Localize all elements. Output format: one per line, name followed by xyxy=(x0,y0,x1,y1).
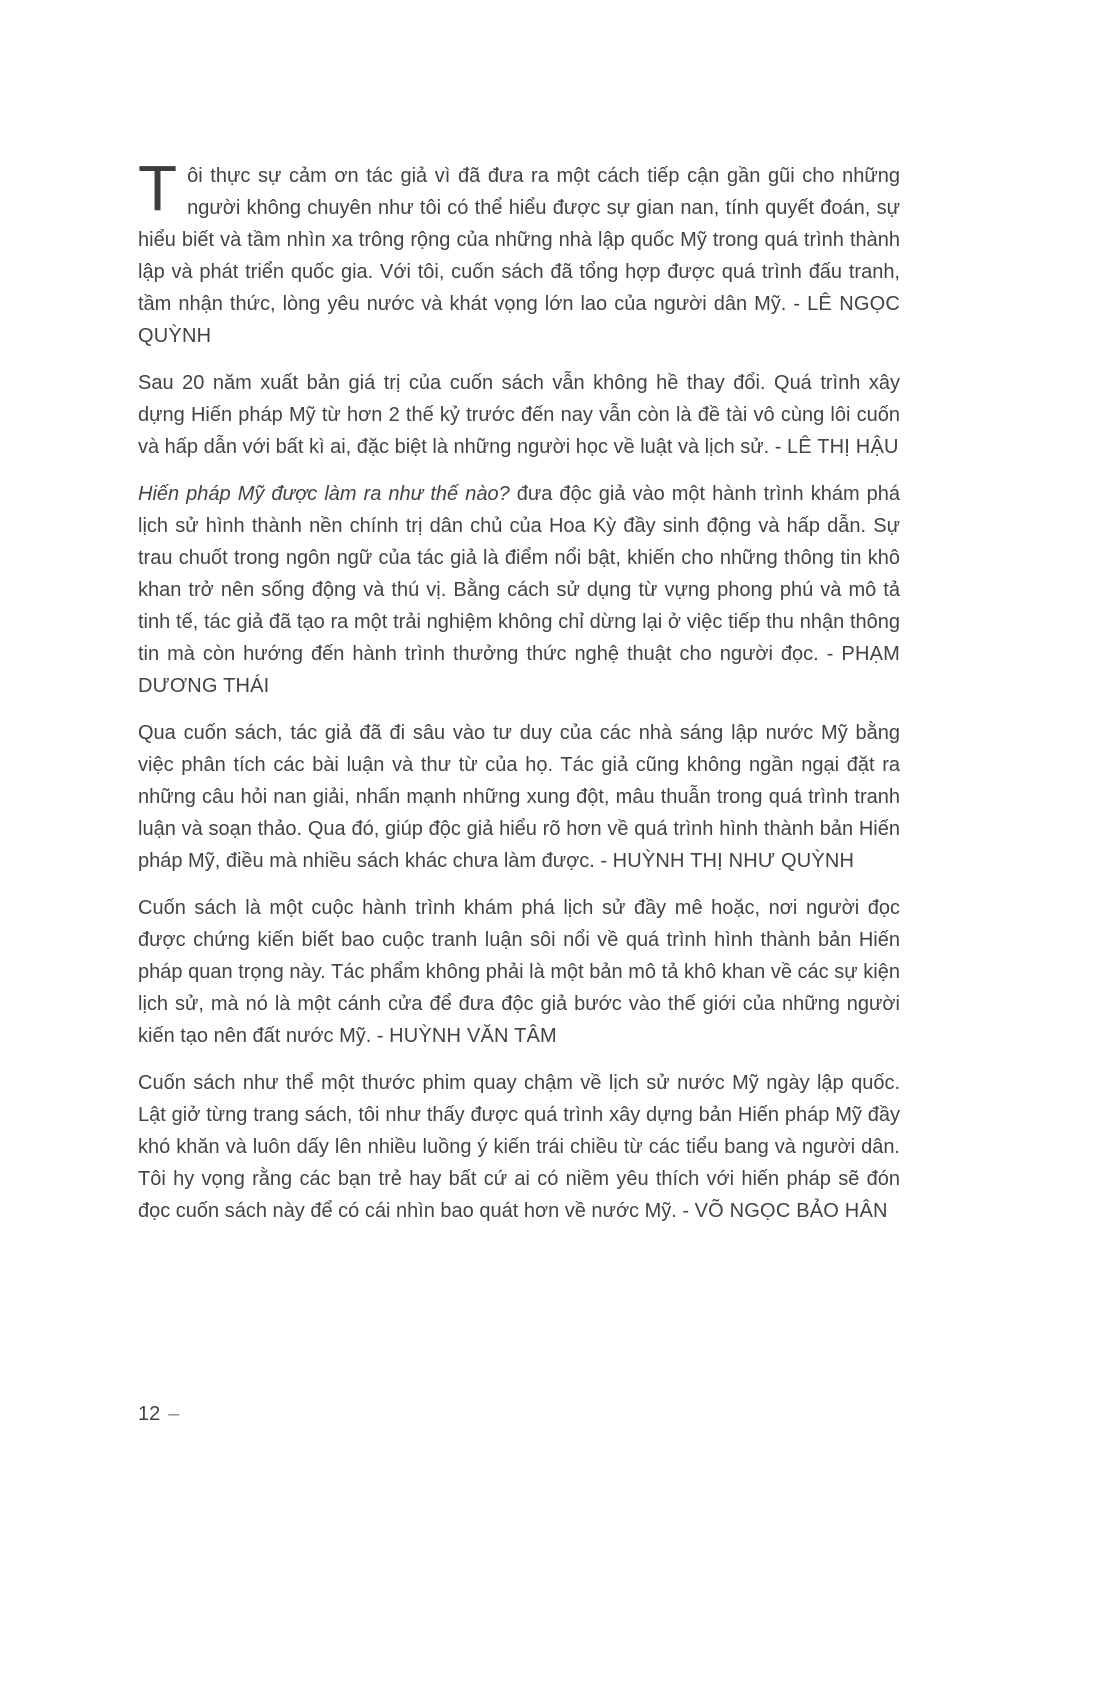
page-number: 12 xyxy=(138,1403,161,1425)
review-text: Cuốn sách là một cuộc hành trình khám phá lịch sử đầy mê hoặc, nơi người đọc được chứng kiến biết bao cuộc tranh luận sôi nổi về quá trình hình thành bản Hiến pháp quan trọng này. Tác phẩm không phải là một bản mô tả khô khan về các sự kiện lịch sử, mà nó là một cánh cửa để đưa độc giả bước vào thế giới của những người kiến tạo nên đất nước Mỹ. - xyxy=(138,897,900,1047)
review-paragraph xyxy=(138,152,900,352)
page-number-dash: – xyxy=(168,1403,180,1425)
reviewer-name: HUỲNH VĂN TÂM xyxy=(389,1025,557,1047)
page-footer xyxy=(138,1403,179,1426)
review-paragraph xyxy=(138,892,900,1052)
reviewer-name: PHẠM DƯƠNG THÁI xyxy=(138,643,900,697)
reviewer-name: VÕ NGỌC BẢO HÂN xyxy=(694,1200,888,1222)
review-text: ôi thực sự cảm ơn tác giả vì đã đưa ra một cách tiếp cận gần gũi cho những người không chuyên như tôi có thể hiểu được sự gian nan, tính quyết đoán, sự hiểu biết và tầm nhìn xa trông rộng của những nhà lập quốc Mỹ trong quá trình thành lập và phát triển quốc gia. Với tôi, cuốn sách đã tổng hợp được quá trình đấu tranh, tầm nhận thức, lòng yêu nước và khát vọng lớn lao của người dân Mỹ. - xyxy=(138,165,900,315)
review-paragraph xyxy=(138,717,900,877)
reviews-section xyxy=(138,152,901,1227)
book-title: Hiến pháp Mỹ được làm ra như thế nào? xyxy=(138,483,510,505)
review-paragraph xyxy=(138,367,900,463)
drop-cap: T xyxy=(138,152,178,224)
review-text: Cuốn sách như thể một thước phim quay chậm về lịch sử nước Mỹ ngày lập quốc. Lật giở từng trang sách, tôi như thấy được quá trình xây dựng bản Hiến pháp Mỹ đầy khó khăn và luôn dấy lên nhiều luồng ý kiến trái chiều từ các tiểu bang và người dân. Tôi hy vọng rằng các bạn trẻ hay bất cứ ai có niềm yêu thích với hiến pháp sẽ đón đọc cuốn sách này để có cái nhìn bao quát hơn về nước Mỹ. - xyxy=(138,1072,900,1222)
reviewer-name: LÊ NGỌC QUỲNH xyxy=(138,293,900,347)
review-text: đưa độc giả vào một hành trình khám phá lịch sử hình thành nền chính trị dân chủ của Hoa Kỳ đầy sinh động và hấp dẫn. Sự trau chuốt trong ngôn ngữ của tác giả là điểm nổi bật, khiến cho những thông tin khô khan trở nên sống động và thú vị. Bằng cách sử dụng từ vựng phong phú và mô tả tinh tế, tác giả đã tạo ra một trải nghiệm không chỉ dừng lại ở việc tiếp thu nhận thông tin mà còn hướng đến hành trình thưởng thức nghệ thuật cho người đọc. - xyxy=(138,483,901,665)
review-paragraph xyxy=(138,478,900,702)
reviewer-name: LÊ THỊ HẬU xyxy=(786,436,899,458)
review-text: Qua cuốn sách, tác giả đã đi sâu vào tư duy của các nhà sáng lập nước Mỹ bằng việc phân tích các bài luận và thư từ của họ. Tác giả cũng không ngần ngại đặt ra những câu hỏi nan giải, nhấn mạnh những xung đột, mâu thuẫn trong quá trình tranh luận và soạn thảo. Qua đó, giúp độc giả hiểu rõ hơn về quá trình hình thành bản Hiến pháp Mỹ, điều mà nhiều sách khác chưa làm được. - xyxy=(138,722,900,872)
reviewer-name: HUỲNH THỊ NHƯ QUỲNH xyxy=(612,850,855,872)
review-paragraph xyxy=(138,1067,900,1227)
review-text: Sau 20 năm xuất bản giá trị của cuốn sách vẫn không hề thay đổi. Quá trình xây dựng Hiến pháp Mỹ từ hơn 2 thế kỷ trước đến nay vẫn còn là đề tài vô cùng lôi cuốn và hấp dẫn với bất kì ai, đặc biệt là những người học về luật và lịch sử. - xyxy=(138,372,900,458)
